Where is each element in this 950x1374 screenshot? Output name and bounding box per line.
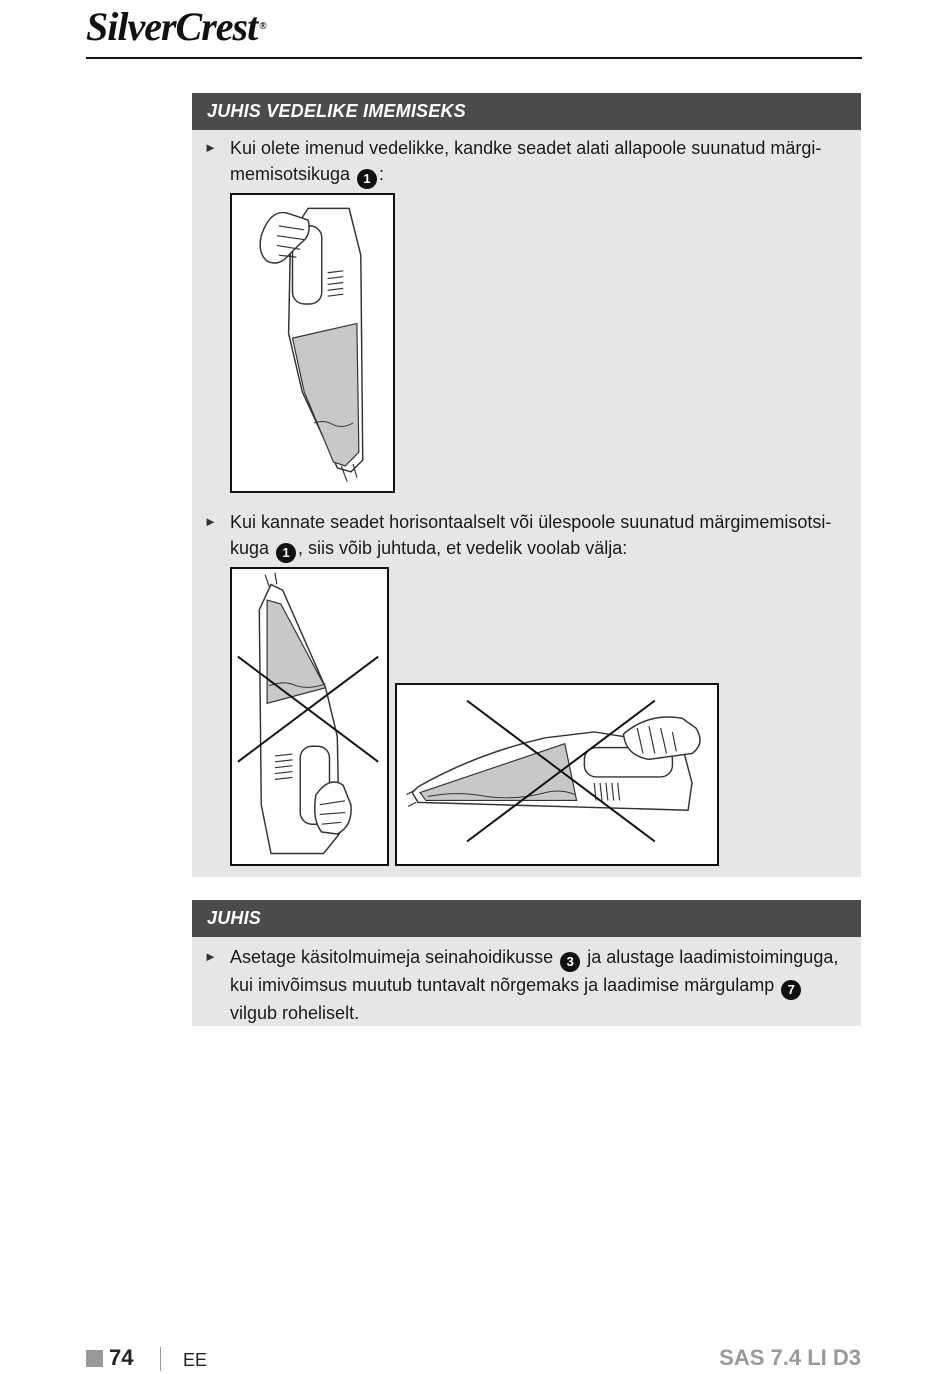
ref-number-badge: 1 xyxy=(276,543,296,563)
header-rule xyxy=(86,57,862,59)
bullet-arrow-icon: ► xyxy=(204,514,217,529)
instruction-text: Kui olete imenud vedelikke, kandke seadet alati allapoole suunatud märgi- memisotsikuga 1 : xyxy=(230,135,850,189)
note-heading: JUHIS VEDELIKE IMEMISEKS xyxy=(192,93,861,130)
footer-divider xyxy=(160,1347,161,1371)
model-number: SAS 7.4 LI D3 xyxy=(719,1345,861,1370)
ref-number-badge: 1 xyxy=(357,169,377,189)
language-code: EE xyxy=(183,1350,208,1370)
instruction-text: Asetage käsitolmuimeja seinahoidikusse 3 ja alustage laadimistoiminguga, kui imivõimsus muutub tuntavalt nõrgemaks ja laadimise märgulamp 7 vilgub roheliselt. xyxy=(230,947,839,1023)
bullet-arrow-icon: ► xyxy=(204,949,217,964)
ref-number-badge: 7 xyxy=(781,980,801,1000)
brand-logo: SilverCrest ® xyxy=(86,4,266,49)
page-number: 74 xyxy=(109,1345,134,1370)
ref-number-badge: 3 xyxy=(560,952,580,972)
figure-vacuum-nozzle-up-wrong xyxy=(230,567,389,866)
note-box-liquid xyxy=(192,93,861,877)
footer-square-icon xyxy=(86,1350,103,1367)
note-heading: JUHIS xyxy=(192,900,861,937)
bullet-arrow-icon: ► xyxy=(204,140,217,155)
note-box-general xyxy=(192,900,861,1026)
instruction-text: Kui kannate seadet horisontaalselt või ülespoole suunatud märgimemisotsi- kuga 1 , siis võib juhtuda, et vedelik voolab välja: xyxy=(230,509,850,563)
figure-vacuum-nozzle-down xyxy=(230,193,395,493)
figure-vacuum-horizontal-wrong xyxy=(395,683,719,866)
